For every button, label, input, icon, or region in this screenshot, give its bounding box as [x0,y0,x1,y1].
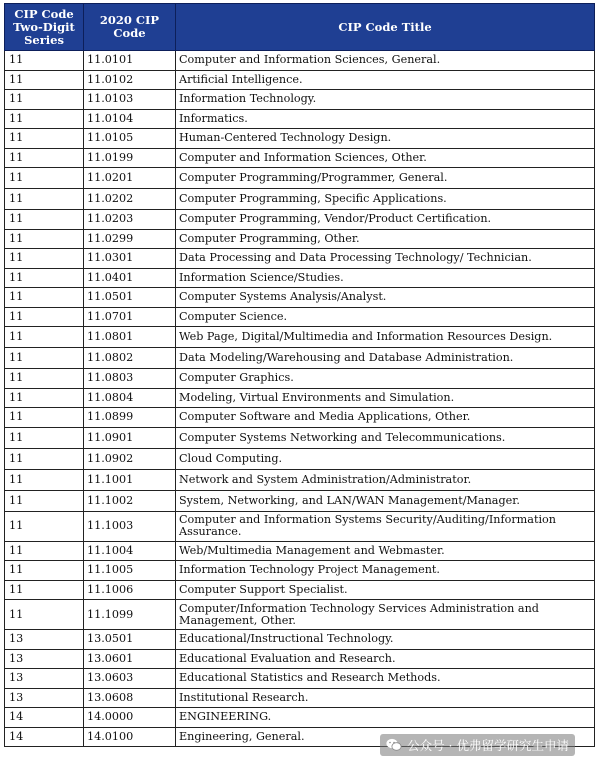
title-cell: Computer Graphics. [176,369,595,389]
series-cell: 11 [5,90,84,110]
title-cell: Data Processing and Data Processing Technology/ Technician. [176,249,595,269]
table-row [5,708,595,728]
title-cell: Institutional Research. [176,688,595,708]
table-row [5,490,595,511]
table-row [5,600,595,630]
table-row [5,307,595,327]
series-cell: 11 [5,541,84,561]
code-cell: 11.0101 [84,51,176,71]
code-cell: 11.1002 [84,490,176,511]
table-row [5,70,595,90]
code-cell: 11.0105 [84,129,176,149]
title-cell: Computer Programming, Other. [176,229,595,249]
table-row [5,168,595,189]
table-row [5,580,595,600]
code-cell: 11.0102 [84,70,176,90]
code-cell: 11.0201 [84,168,176,189]
series-cell: 14 [5,727,84,747]
wechat-icon [386,738,402,752]
code-cell: 11.0701 [84,307,176,327]
title-cell: System, Networking, and LAN/WAN Management/Manager. [176,490,595,511]
series-cell: 11 [5,388,84,408]
table-row [5,408,595,428]
table-body [5,51,595,747]
title-cell: Informatics. [176,109,595,129]
table-row [5,469,595,490]
table-row [5,109,595,129]
title-cell: Computer and Information Sciences, Other. [176,148,595,168]
series-cell: 11 [5,168,84,189]
title-cell: Engineering, General. [176,727,595,747]
title-cell: Computer Software and Media Applications, Other. [176,408,595,428]
table-row [5,649,595,669]
code-cell: 11.0203 [84,210,176,230]
series-cell: 11 [5,148,84,168]
series-cell: 11 [5,307,84,327]
code-cell: 11.0804 [84,388,176,408]
table-row [5,448,595,469]
series-cell: 11 [5,427,84,448]
title-cell: Human-Centered Technology Design. [176,129,595,149]
title-cell: Computer and Information Sciences, General. [176,51,595,71]
code-cell: 11.0103 [84,90,176,110]
title-cell: Information Science/Studies. [176,268,595,288]
watermark [380,734,575,756]
title-cell: ENGINEERING. [176,708,595,728]
series-cell: 11 [5,288,84,308]
title-cell: Computer Programming, Specific Applications. [176,189,595,210]
table-row [5,129,595,149]
code-cell: 11.0104 [84,109,176,129]
title-cell: Web Page, Digital/Multimedia and Information Resources Design. [176,327,595,348]
series-cell: 11 [5,348,84,369]
series-cell: 11 [5,109,84,129]
title-cell: Computer Programming/Programmer, General. [176,168,595,189]
title-cell: Computer Systems Networking and Telecommunications. [176,427,595,448]
table-row [5,327,595,348]
title-cell: Modeling, Virtual Environments and Simulation. [176,388,595,408]
title-cell: Computer Support Specialist. [176,580,595,600]
code-cell: 11.0501 [84,288,176,308]
code-cell: 11.0199 [84,148,176,168]
table-row [5,427,595,448]
title-cell: Information Technology. [176,90,595,110]
series-cell: 11 [5,189,84,210]
series-cell: 11 [5,51,84,71]
table-row [5,511,595,541]
title-cell: Cloud Computing. [176,448,595,469]
table-row [5,229,595,249]
code-cell: 11.0299 [84,229,176,249]
series-cell: 11 [5,268,84,288]
code-cell: 11.0802 [84,348,176,369]
code-cell: 11.0803 [84,369,176,389]
series-cell: 11 [5,490,84,511]
table-row [5,249,595,269]
code-cell: 11.1004 [84,541,176,561]
series-cell: 11 [5,448,84,469]
code-cell: 11.0801 [84,327,176,348]
code-cell: 13.0608 [84,688,176,708]
header-cip-code: 2020 CIP Code [84,4,176,51]
title-cell: Computer Programming, Vendor/Product Certification. [176,210,595,230]
table-row [5,541,595,561]
code-cell: 11.1099 [84,600,176,630]
code-cell: 11.1006 [84,580,176,600]
table-row [5,388,595,408]
title-cell: Educational/Instructional Technology. [176,630,595,650]
series-cell: 11 [5,327,84,348]
table-header-row [5,4,595,51]
table-row [5,210,595,230]
series-cell: 13 [5,688,84,708]
table-row [5,688,595,708]
series-cell: 13 [5,630,84,650]
series-cell: 11 [5,561,84,581]
title-cell: Data Modeling/Warehousing and Database Administration. [176,348,595,369]
table-row [5,90,595,110]
table-row [5,630,595,650]
table-row [5,268,595,288]
series-cell: 11 [5,600,84,630]
series-cell: 11 [5,129,84,149]
code-cell: 13.0601 [84,649,176,669]
code-cell: 11.1001 [84,469,176,490]
code-cell: 13.0501 [84,630,176,650]
series-cell: 11 [5,210,84,230]
code-cell: 11.1005 [84,561,176,581]
series-cell: 11 [5,469,84,490]
code-cell: 14.0100 [84,727,176,747]
table-row [5,148,595,168]
series-cell: 11 [5,369,84,389]
title-cell: Educational Statistics and Research Methods. [176,669,595,689]
cip-code-table [4,3,595,747]
title-cell: Network and System Administration/Administrator. [176,469,595,490]
header-cip-title: CIP Code Title [176,4,595,51]
table-row [5,669,595,689]
code-cell: 14.0000 [84,708,176,728]
code-cell: 11.0301 [84,249,176,269]
code-cell: 11.1003 [84,511,176,541]
series-cell: 11 [5,580,84,600]
title-cell: Computer and Information Systems Security/Auditing/Information Assurance. [176,511,595,541]
table-row [5,561,595,581]
watermark-text: 公众号 · 优弗留学研究生申请 [407,738,569,753]
header-two-digit-series: CIP Code Two-Digit Series [5,4,84,51]
title-cell: Web/Multimedia Management and Webmaster. [176,541,595,561]
series-cell: 11 [5,229,84,249]
title-cell: Computer Systems Analysis/Analyst. [176,288,595,308]
code-cell: 11.0899 [84,408,176,428]
series-cell: 11 [5,249,84,269]
code-cell: 11.0401 [84,268,176,288]
table-row [5,369,595,389]
title-cell: Computer/Information Technology Services Administration and Management, Other. [176,600,595,630]
code-cell: 11.0202 [84,189,176,210]
series-cell: 11 [5,70,84,90]
code-cell: 11.0901 [84,427,176,448]
series-cell: 13 [5,649,84,669]
table-row [5,51,595,71]
code-cell: 11.0902 [84,448,176,469]
series-cell: 14 [5,708,84,728]
table-row [5,189,595,210]
title-cell: Computer Science. [176,307,595,327]
table-row [5,348,595,369]
title-cell: Educational Evaluation and Research. [176,649,595,669]
code-cell: 13.0603 [84,669,176,689]
table-row [5,288,595,308]
title-cell: Information Technology Project Management. [176,561,595,581]
series-cell: 11 [5,408,84,428]
series-cell: 11 [5,511,84,541]
title-cell: Artificial Intelligence. [176,70,595,90]
series-cell: 13 [5,669,84,689]
